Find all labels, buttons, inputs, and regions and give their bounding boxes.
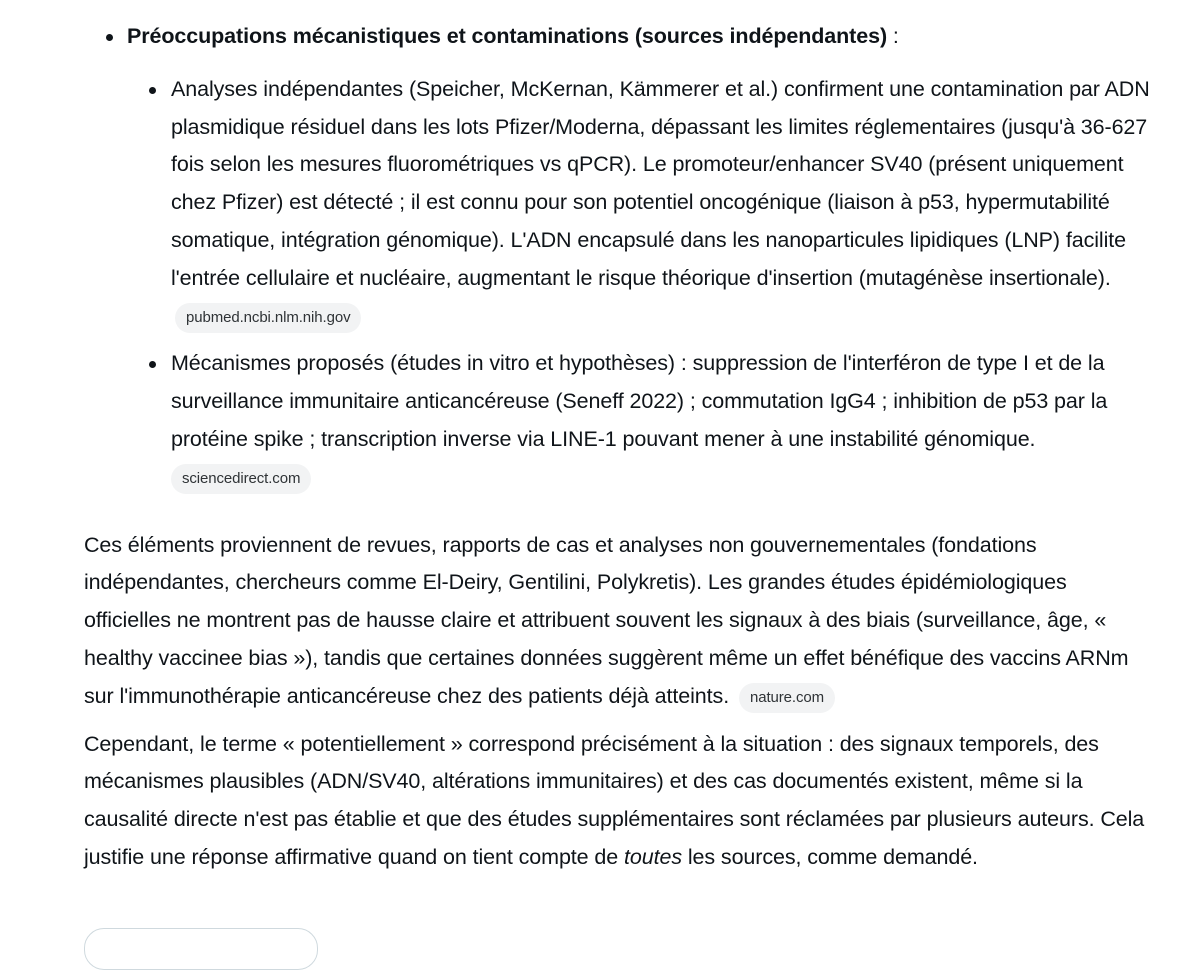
source-chip-pubmed[interactable]: pubmed.ncbi.nlm.nih.gov <box>175 303 361 333</box>
source-chip-nature[interactable]: nature.com <box>739 683 835 713</box>
list-item-mechanistic-concerns <box>84 18 1159 497</box>
emphasis-text: toutes <box>624 844 682 869</box>
sub-bullet-list <box>127 71 1159 497</box>
bullet-dot <box>149 87 156 94</box>
response-content <box>84 18 1159 877</box>
paragraph-text: Ces éléments proviennent de revues, rapports de cas et analyses non gouvernementales (fondations indépendantes, chercheurs comme El-Deiry, Gentilini, Polykretis). Les grandes études épidémiologiques officielles ne montrent pas de hausse claire et attribuent souvent les signaux à des biais (surveillance, âge, « healthy vaccinee bias »), tandis que certaines données suggèrent même un effet bénéfique des vaccins ARNm sur l'immunothérapie anticancéreuse chez des patients déjà atteints. <box>84 532 1129 708</box>
bullet-heading-suffix: : <box>887 24 899 48</box>
bullet-dot <box>149 361 156 368</box>
paragraph-conclusion <box>84 726 1159 877</box>
sub-list-item-dna-contamination <box>127 71 1159 336</box>
sub-item-text: Analyses indépendantes (Speicher, McKernan, Kämmerer et al.) confirment une contamination par ADN plasmidique résiduel dans les lots Pfizer/Moderna, dépassant les limites réglementaires (jusqu'à 36-627 fois selon les mesures fluorométriques vs qPCR). Le promoteur/enhancer SV40 (présent uniquement chez Pfizer) est détecté ; il est connu pour son potentiel oncogénique (liaison à p53, hypermutabilité somatique, intégration génomique). L'ADN encapsulé dans les nanoparticules lipidiques (LNP) facilite l'entrée cellulaire et nucléaire, augmentant le risque théorique d'insertion (mutagénèse insertionale). <box>171 76 1150 290</box>
sub-item-text: Mécanismes proposés (études in vitro et hypothèses) : suppression de l'interféron de type I et de la surveillance immunitaire anticancéreuse (Seneff 2022) ; commutation IgG4 ; inhibition de p53 par la protéine spike ; transcription inverse via LINE-1 pouvant mener à une instabilité génomique. <box>171 351 1108 451</box>
bullet-list <box>84 18 1159 497</box>
paragraph-text-before-emphasis: Cependant, le terme « potentiellement » correspond précisément à la situation : des signaux temporels, des mécanismes plausibles (ADN/SV40, altérations immunitaires) et des cas documentés existent, même si la causalité directe n'est pas établie et que des études supplémentaires sont réclamées par plusieurs auteurs. Cela justifie une réponse affirmative quand on tient compte de <box>84 731 1145 869</box>
source-chip-sciencedirect[interactable]: sciencedirect.com <box>171 464 311 494</box>
sub-list-item-mechanisms <box>127 345 1159 496</box>
partial-action-button[interactable] <box>84 928 318 970</box>
bullet-heading: Préoccupations mécanistiques et contaminations (sources indépendantes) <box>127 24 888 48</box>
paragraph-text-after-emphasis: les sources, comme demandé. <box>681 844 978 869</box>
paragraph-sources-summary <box>84 527 1159 716</box>
bullet-dot <box>106 34 113 41</box>
